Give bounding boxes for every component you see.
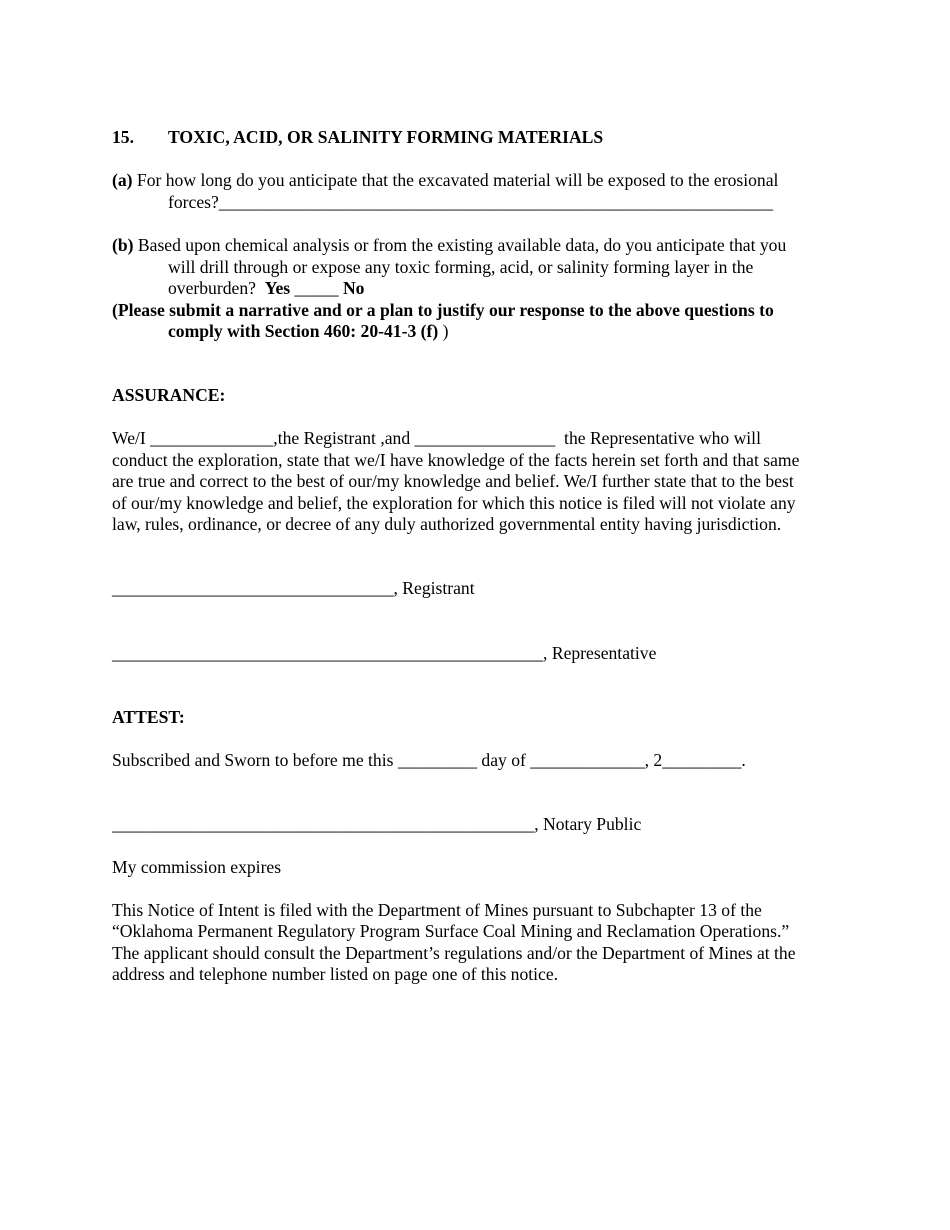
assurance-line2: conduct the exploration, state that we/I have knowledge of the facts herein set forth and that same [112,450,800,470]
question-a-line1 [112,169,778,191]
footer-line2: “Oklahoma Permanent Regulatory Program Surface Coal Mining and Reclamation Operations.” [112,921,790,941]
yes-label: Yes [264,278,291,298]
question-a-line2: forces?_______________________________________________________________ [168,192,773,212]
question-b-line3-prefix: overburden? [168,278,265,298]
question-b-line1 [112,234,786,256]
footer-line3: The applicant should consult the Department’s regulations and/or the Department of Mines at the [112,943,796,963]
yes-no-blank: _____ [290,278,343,298]
question-b-line3 [168,277,364,299]
assurance-line3: are true and correct to the best of our/my knowledge and belief. We/I further state that to the best [112,471,794,491]
footer-line4: address and telephone number listed on page one of this notice. [112,964,559,984]
sworn-statement: Subscribed and Sworn to before me this _________ day of _____________, 2_________. [112,750,746,770]
section-title: TOXIC, ACID, OR SALINITY FORMING MATERIALS [168,127,604,147]
question-a-label: (a) [112,170,133,190]
question-a-text: For how long do you anticipate that the excavated material will be exposed to the erosional [132,170,779,190]
no-label: No [342,278,365,298]
registrant-signature-line: ________________________________, Registrant [112,578,475,598]
note-section-ref: comply with Section 460: 20-41-3 (f) [168,321,439,341]
commission-expires: My commission expires [112,857,282,877]
question-b-line2: will drill through or expose any toxic forming, acid, or salinity forming layer in the [168,257,754,277]
note-line1: (Please submit a narrative and or a plan to justify our response to the above questions to [112,300,774,320]
assurance-heading: ASSURANCE: [112,385,226,405]
note-line2 [168,320,449,342]
section-number: 15. [112,127,134,147]
assurance-line5: law, rules, ordinance, or decree of any duly authorized governmental entity having jurisdiction. [112,514,782,534]
question-b-label: (b) [112,235,134,255]
notary-signature-line: ________________________________________________, Notary Public [112,814,642,834]
question-b-text: Based upon chemical analysis or from the existing available data, do you anticipate that you [133,235,787,255]
assurance-line1: We/I ______________,the Registrant ,and ________________ the Representative who will [112,428,761,448]
footer-line1: This Notice of Intent is filed with the Department of Mines pursuant to Subchapter 13 of the [112,900,762,920]
representative-signature-line: _________________________________________________, Representative [112,643,657,663]
assurance-line4: of our/my knowledge and belief, the exploration for which this notice is filed will not violate any [112,493,796,513]
attest-heading: ATTEST: [112,707,185,727]
note-line2-tail: ) [438,321,449,341]
